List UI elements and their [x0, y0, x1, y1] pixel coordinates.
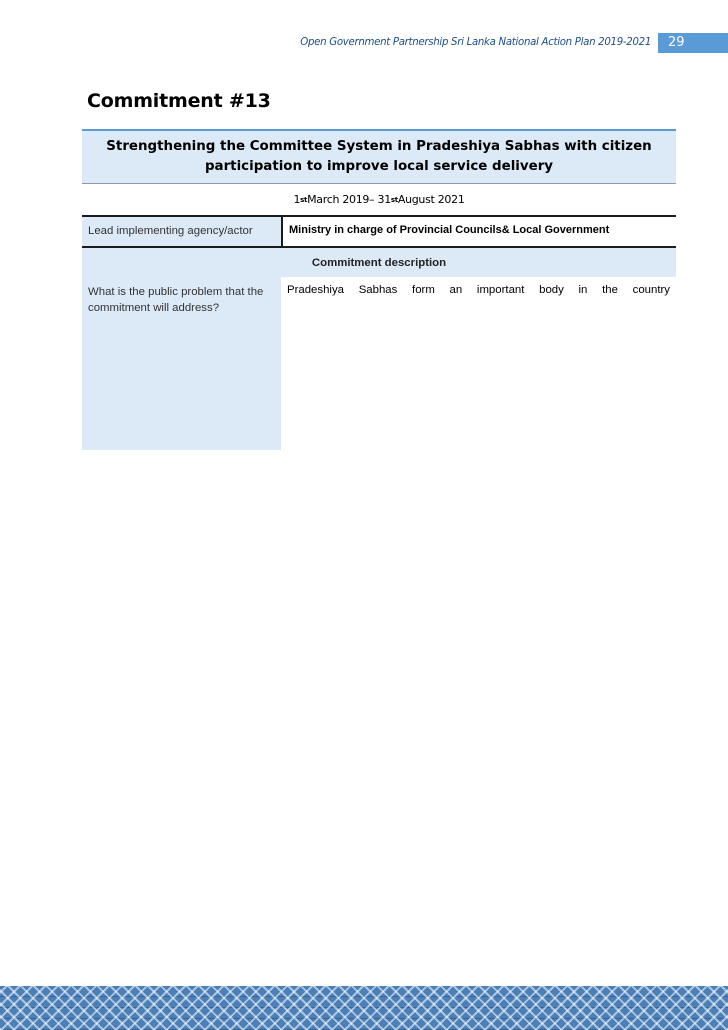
lead-agency-value: Ministry in charge of Provincial Councils& Local Government [281, 217, 676, 246]
public-problem-label: What is the public problem that the commitment will address? [82, 277, 281, 450]
page-number: 29 [658, 33, 728, 53]
commitment-title: Strengthening the Committee System in Pradeshiya Sabhas with citizen participation to improve local service delivery [82, 129, 676, 184]
commitment-heading: Commitment #13 [87, 90, 271, 112]
description-heading: Commitment description [82, 248, 676, 277]
public-problem-row [82, 277, 676, 450]
date-end-rest: August 2021 [397, 193, 465, 206]
date-end-suffix: st [390, 195, 398, 204]
date-start-day: 1 [293, 193, 301, 206]
commitment-dates [82, 184, 676, 217]
running-header-title: Open Government Partnership Sri Lanka National Action Plan 2019-2021 [300, 37, 651, 48]
decorative-footer-band [0, 986, 728, 1030]
commitment-table [82, 129, 676, 450]
lead-agency-row [82, 217, 676, 248]
date-start-suffix: st [300, 195, 308, 204]
public-problem-value: Pradeshiya Sabhas form an important body in the country [287, 284, 670, 296]
date-start-rest: March 2019– 31 [307, 193, 391, 206]
lead-agency-label: Lead implementing agency/actor [82, 217, 281, 246]
